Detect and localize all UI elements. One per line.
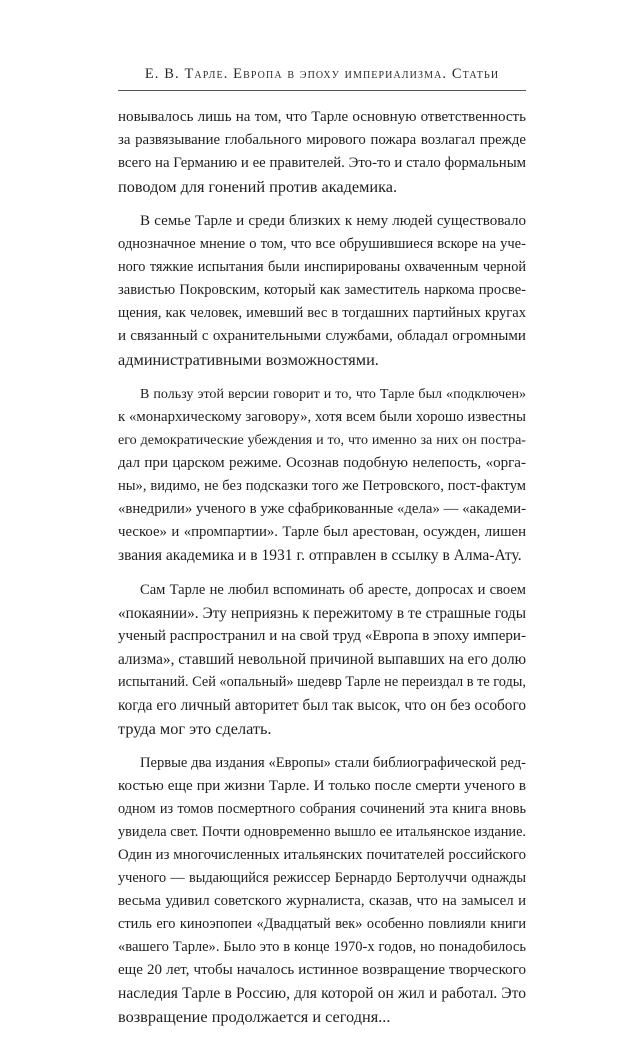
text-line: когда его личный авторитет был так высок, что он без особого	[118, 697, 526, 714]
text-line: административными возможностями.	[118, 350, 379, 369]
running-header: Е. В. Тарле. Европа в эпоху империализма. Статьи	[144, 66, 500, 82]
text-line: весьма удивил советского журналиста, сказав, что на замысел и	[118, 893, 526, 909]
text-line: ческое» и «промпартии». Тарле был арестован, осужден, лишен	[118, 524, 526, 540]
text-line: дал при царском режиме. Осознав подобную нелепость, «орга-	[118, 455, 526, 471]
text-line: Первые два издания «Европы» стали библиографической ред-	[140, 755, 526, 771]
text-line: звания академика и в 1931 г. отправлен в ссылку в Алма-Ату.	[118, 547, 522, 564]
text-line: завистью Покровским, который как заместитель наркома просве-	[118, 282, 526, 298]
text-line: его демократические убеждения и то, что именно за них он постра-	[118, 432, 526, 448]
text-line: ны», видимо, не без подсказки того же Петровского, пост-фактум	[118, 478, 526, 494]
text-line: испытаний. Сей «опальный» шедевр Тарле не переиздал в те годы,	[118, 674, 526, 690]
text-line: стиль его киноэпопеи «Двадцатый век» особенно повлияли книги	[118, 916, 526, 932]
text-line: возвращение продолжается и сегодня...	[118, 1007, 391, 1026]
text-line: ализма», ставший невольной причиной выпавших на его долю	[118, 651, 527, 668]
body-text	[118, 106, 526, 1040]
text-line: ученый распространил и на свой труд «Европа в эпоху импери-	[118, 628, 526, 644]
text-line: за развязывание глобального мирового пожара возлагал прежде	[118, 132, 526, 148]
text-line: Сам Тарле не любил вспоминать об аресте, допросах и своем	[140, 582, 526, 598]
paragraph-1	[118, 106, 526, 198]
text-line: еще 20 лет, чтобы началось истинное возвращение творческого	[118, 962, 526, 978]
text-line: всего на Германию и ее правителей. Это-то и стало формальным	[118, 155, 526, 171]
header-divider	[118, 90, 526, 91]
text-line: к «монархическому заговору», хотя всем были хорошо известны	[118, 409, 526, 425]
text-line: новывалось лишь на том, что Тарле основную ответственность	[118, 109, 526, 125]
text-line: костью еще при жизни Тарле. И только после смерти ученого в	[118, 778, 526, 794]
paragraph-5	[118, 752, 526, 1028]
text-line: «внедрили» ученого в уже сфабрикованные «дела» — «академи-	[118, 501, 526, 517]
text-line: ного тяжкие испытания были инспирированы охваченным черной	[118, 259, 526, 275]
text-line: одном из томов посмертного собрания сочинений эта книга вновь	[118, 801, 526, 817]
text-line: наследия Тарле в Россию, для которой он жил и работал. Это	[118, 985, 526, 1002]
text-line: однозначное мнение о том, что все обрушившиеся вскоре на уче-	[118, 236, 526, 252]
paragraph-3	[118, 383, 526, 567]
text-line: Один из многочисленных итальянских почитателей российского	[118, 847, 526, 863]
text-line: и связанный с охранительными службами, обладал огромными	[118, 328, 526, 344]
text-line: увидела свет. Почти одновременно вышло ее итальянское издание.	[118, 824, 526, 840]
text-line: В пользу этой версии говорит и то, что Тарле был «подключен»	[140, 386, 526, 402]
text-line: щения, как человек, имевший вес в тогдашних партийных кругах	[118, 305, 526, 321]
paragraph-4	[118, 579, 526, 740]
text-line: «покаянии». Эту неприязнь к пережитому в те страшные годы	[118, 605, 526, 622]
text-line: «вашего Тарле». Было это в конце 1970-х годов, но понадобилось	[118, 939, 526, 955]
text-line: В семье Тарле и среди близких к нему людей существовало	[140, 213, 526, 229]
text-line: труда мог это сделать.	[118, 719, 272, 738]
text-line: поводом для гонений против академика.	[118, 177, 398, 196]
text-line: ученого — выдающийся режиссер Бернардо Бертолуччи однажды	[118, 870, 526, 886]
paragraph-2	[118, 210, 526, 371]
